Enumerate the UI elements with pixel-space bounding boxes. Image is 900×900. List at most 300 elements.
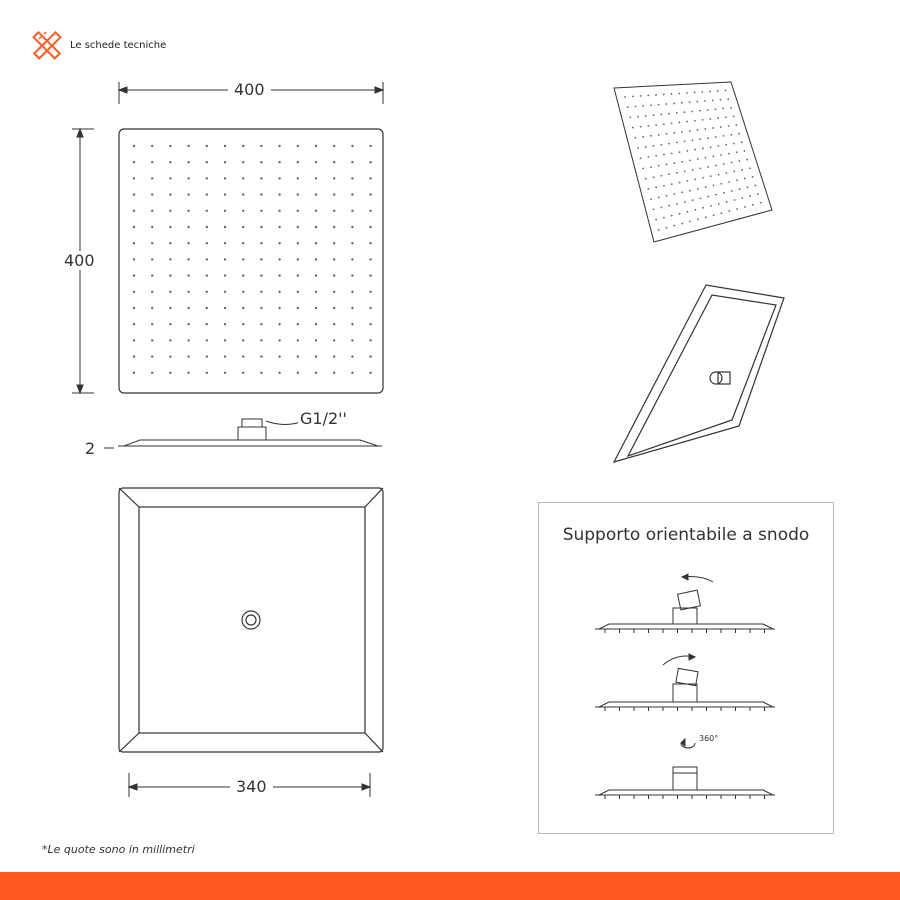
perspective-nozzle-dot — [679, 182, 681, 184]
nozzle-dot — [187, 307, 189, 309]
nozzle-dot — [187, 372, 189, 374]
perspective-nozzle-dot — [744, 150, 746, 152]
nozzle-dot — [315, 274, 317, 276]
perspective-nozzle-dot — [699, 168, 701, 170]
perspective-nozzle-dot — [734, 199, 736, 201]
nozzle-dot — [133, 210, 135, 212]
nozzle-dot — [133, 145, 135, 147]
perspective-nozzle-dot — [673, 103, 675, 105]
nozzle-dot — [260, 274, 262, 276]
nozzle-dot — [242, 274, 244, 276]
height-label: 400 — [58, 251, 101, 270]
nozzle-dot — [315, 323, 317, 325]
nozzle-dot — [187, 339, 189, 341]
nozzle-dot — [133, 339, 135, 341]
nozzle-dot — [151, 291, 153, 293]
perspective-nozzle-dot — [647, 188, 649, 190]
perspective-nozzle-dot — [665, 103, 667, 105]
nozzle-dot — [369, 145, 371, 147]
perspective-nozzle-dot — [702, 177, 704, 179]
nozzle-dot — [169, 193, 171, 195]
nozzle-dot — [151, 242, 153, 244]
perspective-nozzle-dot — [694, 120, 696, 122]
nozzle-dot — [169, 323, 171, 325]
nozzle-dot — [151, 210, 153, 212]
perspective-nozzle-dot — [635, 137, 637, 139]
nozzle-dot — [151, 258, 153, 260]
perspective-nozzle-dot — [720, 99, 722, 101]
nozzle-dot — [278, 291, 280, 293]
swivel-step-3 — [595, 739, 775, 799]
nozzle-dot — [369, 210, 371, 212]
nozzle-dot — [333, 323, 335, 325]
nozzle-dot — [242, 307, 244, 309]
nozzle-dot — [278, 193, 280, 195]
nozzle-dot — [351, 355, 353, 357]
perspective-nozzle-dot — [658, 229, 660, 231]
nozzle-dot — [224, 355, 226, 357]
perspective-nozzle-dot — [741, 141, 743, 143]
nozzle-dot — [206, 274, 208, 276]
thickness-label: 2 — [85, 439, 96, 458]
perspective-nozzle-dot — [684, 170, 686, 172]
nozzle-dot — [224, 226, 226, 228]
perspective-nozzle-dot — [749, 195, 751, 197]
perspective-nozzle-dot — [709, 91, 711, 93]
nozzle-dot — [333, 242, 335, 244]
nozzle-dot — [206, 258, 208, 260]
nozzle-dot — [369, 161, 371, 163]
perspective-nozzle-dot — [640, 126, 642, 128]
nozzle-dot — [351, 210, 353, 212]
nozzle-dot — [369, 372, 371, 374]
perspective-nozzle-dot — [629, 116, 631, 118]
nozzle-dot — [297, 145, 299, 147]
perspective-nozzle-dot — [673, 132, 675, 134]
perspective-nozzle-dot — [749, 167, 751, 169]
nozzle-dot — [224, 372, 226, 374]
nozzle-dot — [206, 161, 208, 163]
nozzle-dot — [133, 161, 135, 163]
nozzle-dot — [351, 242, 353, 244]
perspective-nozzle-dot — [754, 185, 756, 187]
perspective-nozzle-dot — [726, 201, 728, 203]
nozzle-dot — [369, 274, 371, 276]
nozzle-dot — [151, 177, 153, 179]
perspective-nozzle-dot — [741, 197, 743, 199]
perspective-nozzle-dot — [757, 193, 759, 195]
perspective-nozzle-dot — [637, 116, 639, 118]
nozzle-dot — [278, 258, 280, 260]
perspective-nozzle-dot — [760, 202, 762, 204]
nozzle-dot — [297, 274, 299, 276]
nozzle-dot — [242, 258, 244, 260]
perspective-nozzle-dot — [691, 111, 693, 113]
nozzle-dot — [169, 242, 171, 244]
perspective-nozzle-dot — [676, 112, 678, 114]
nozzle-dot — [351, 323, 353, 325]
perspective-nozzle-dot — [699, 138, 701, 140]
perspective-nozzle-dot — [712, 127, 714, 129]
perspective-nozzle-dot — [647, 125, 649, 127]
nozzle-dot — [297, 177, 299, 179]
perspective-nozzle-dot — [735, 124, 737, 126]
perspective-nozzle-dot — [710, 205, 712, 207]
perspective-nozzle-dot — [733, 143, 735, 145]
perspective-nozzle-dot — [660, 207, 662, 209]
perspective-nozzle-dot — [707, 109, 709, 111]
perspective-nozzle-dot — [721, 212, 723, 214]
nozzle-dot — [297, 161, 299, 163]
nozzle-dot — [224, 177, 226, 179]
perspective-nozzle-dot — [658, 165, 660, 167]
perspective-nozzle-dot — [726, 172, 728, 174]
perspective-nozzle-dot — [702, 148, 704, 150]
perspective-nozzle-dot — [637, 147, 639, 149]
nozzle-dot — [333, 177, 335, 179]
nozzle-dot — [297, 323, 299, 325]
perspective-nozzle-dot — [650, 104, 652, 106]
nozzle-dot — [242, 210, 244, 212]
perspective-nozzle-dot — [730, 107, 732, 109]
panel-title: Supporto orientabile a snodo — [562, 525, 810, 545]
nozzle-dot — [260, 372, 262, 374]
nozzle-dot — [369, 258, 371, 260]
perspective-nozzle-dot — [744, 206, 746, 208]
nozzle-dot — [351, 291, 353, 293]
perspective-nozzle-dot — [712, 155, 714, 157]
perspective-nozzle-dot — [653, 176, 655, 178]
perspective-nozzle-dot — [717, 90, 719, 92]
nozzle-dot — [351, 258, 353, 260]
nozzle-dot — [351, 372, 353, 374]
nozzle-dot — [369, 355, 371, 357]
perspective-nozzle-dot — [718, 203, 720, 205]
nozzle-dot — [242, 291, 244, 293]
perspective-nozzle-dot — [731, 162, 733, 164]
perspective-nozzle-dot — [728, 181, 730, 183]
nozzle-dot — [297, 242, 299, 244]
nozzle-dot — [315, 226, 317, 228]
swivel-support-panel — [538, 502, 834, 834]
nozzle-dot — [260, 210, 262, 212]
perspective-nozzle-dot — [640, 157, 642, 159]
perspective-nozzle-dot — [666, 227, 668, 229]
swivel-step-2 — [595, 654, 775, 711]
perspective-nozzle-dot — [746, 159, 748, 161]
nozzle-dot — [187, 355, 189, 357]
perspective-nozzle-dot — [686, 150, 688, 152]
perspective-nozzle-dot — [697, 188, 699, 190]
perspective-nozzle-dot — [663, 185, 665, 187]
perspective-nozzle-dot — [655, 219, 657, 221]
nozzle-dot — [169, 372, 171, 374]
nozzle-dot — [151, 193, 153, 195]
perspective-nozzle-dot — [705, 186, 707, 188]
nozzle-dot — [260, 177, 262, 179]
perspective-nozzle-dot — [728, 210, 730, 212]
perspective-nozzle-dot — [702, 119, 704, 121]
nozzle-dot — [242, 193, 244, 195]
perspective-nozzle-dot — [658, 197, 660, 199]
nozzle-dot — [133, 274, 135, 276]
nozzle-dot — [278, 242, 280, 244]
perspective-nozzle-dot — [738, 133, 740, 135]
perspective-nozzle-dot — [707, 137, 709, 139]
nozzle-dot — [333, 307, 335, 309]
nozzle-dot — [224, 242, 226, 244]
nozzle-dot — [151, 355, 153, 357]
nozzle-dot — [315, 161, 317, 163]
nozzle-dot — [333, 258, 335, 260]
perspective-nozzle-dot — [689, 159, 691, 161]
nozzle-dot — [169, 161, 171, 163]
nozzle-dot — [315, 372, 317, 374]
perspective-nozzle-dot — [666, 133, 668, 135]
perspective-nozzle-dot — [692, 199, 694, 201]
nozzle-dot — [224, 291, 226, 293]
nozzle-dot — [133, 177, 135, 179]
perspective-nozzle-dot — [671, 93, 673, 95]
perspective-nozzle-dot — [663, 217, 665, 219]
perspective-nozzle-dot — [710, 175, 712, 177]
nozzle-dot — [224, 145, 226, 147]
nozzle-dot — [297, 210, 299, 212]
nozzle-dot — [260, 355, 262, 357]
perspective-nozzle-dot — [694, 209, 696, 211]
perspective-nozzle-dot — [655, 186, 657, 188]
perspective-nozzle-dot — [681, 223, 683, 225]
perspective-nozzle-dot — [655, 94, 657, 96]
nozzle-dot — [206, 291, 208, 293]
nozzle-dot — [206, 145, 208, 147]
perspective-nozzle-dot — [658, 134, 660, 136]
perspective-nozzle-dot — [713, 185, 715, 187]
nozzle-dot — [242, 372, 244, 374]
nozzle-dot — [333, 372, 335, 374]
perspective-nozzle-dot — [663, 154, 665, 156]
shower-head-top-outline — [119, 129, 383, 393]
perspective-nozzle-dot — [692, 139, 694, 141]
perspective-nozzle-dot — [720, 183, 722, 185]
perspective-nozzle-dot — [712, 99, 714, 101]
nozzle-dot — [206, 323, 208, 325]
nozzle-dot — [297, 226, 299, 228]
perspective-nozzle-dot — [707, 196, 709, 198]
nozzle-dot — [206, 226, 208, 228]
perspective-nozzle-dot — [671, 152, 673, 154]
perspective-nozzle-dot — [673, 162, 675, 164]
nozzle-dot — [187, 145, 189, 147]
nozzle-dot — [260, 242, 262, 244]
nozzle-dot — [224, 161, 226, 163]
nozzle-dot — [315, 339, 317, 341]
perspective-nozzle-dot — [668, 173, 670, 175]
nozzle-dot — [315, 291, 317, 293]
perspective-nozzle-dot — [725, 144, 727, 146]
perspective-nozzle-dot — [713, 214, 715, 216]
nozzle-dot — [315, 242, 317, 244]
nozzle-dot — [297, 258, 299, 260]
nozzle-dot — [169, 307, 171, 309]
perspective-nozzle-dot — [635, 106, 637, 108]
nozzle-dot — [297, 307, 299, 309]
perspective-nozzle-dot — [647, 156, 649, 158]
nozzle-dot — [187, 258, 189, 260]
perspective-nozzle-dot — [730, 134, 732, 136]
perspective-nozzle-dot — [699, 110, 701, 112]
nozzle-dot — [224, 210, 226, 212]
perspective-top-view — [614, 82, 772, 242]
nozzle-dot — [224, 258, 226, 260]
perspective-nozzle-dot — [671, 122, 673, 124]
perspective-nozzle-dot — [741, 169, 743, 171]
nozzle-dot — [260, 323, 262, 325]
nozzle-dot — [278, 355, 280, 357]
nozzle-dot — [224, 193, 226, 195]
nozzle-dot — [278, 226, 280, 228]
nozzle-dot — [133, 291, 135, 293]
perspective-nozzle-dot — [647, 95, 649, 97]
nozzle-dot — [351, 145, 353, 147]
nozzle-dot — [151, 307, 153, 309]
perspective-nozzle-dot — [744, 178, 746, 180]
nozzle-dot — [333, 339, 335, 341]
nozzle-dot — [133, 226, 135, 228]
nozzle-dot — [278, 210, 280, 212]
nozzle-dot — [369, 323, 371, 325]
perspective-nozzle-dot — [679, 213, 681, 215]
perspective-nozzle-dot — [650, 198, 652, 200]
perspective-nozzle-dot — [681, 191, 683, 193]
nozzle-dot — [242, 355, 244, 357]
nozzle-dot — [151, 161, 153, 163]
perspective-nozzle-dot — [718, 174, 720, 176]
nozzle-dot — [224, 339, 226, 341]
perspective-nozzle-dot — [728, 125, 730, 127]
nozzle-dot — [169, 177, 171, 179]
nozzle-dot — [315, 193, 317, 195]
nozzle-dot — [224, 307, 226, 309]
perspective-nozzle-dot — [627, 106, 629, 108]
nozzle-dot — [206, 355, 208, 357]
perspective-nozzle-dot — [668, 143, 670, 145]
perspective-nozzle-dot — [747, 186, 749, 188]
perspective-nozzle-grid — [624, 90, 761, 231]
nozzle-dot — [133, 372, 135, 374]
nozzle-dot — [278, 274, 280, 276]
nozzle-dot — [351, 226, 353, 228]
nozzle-dot — [206, 242, 208, 244]
perspective-nozzle-dot — [673, 225, 675, 227]
nozzle-dot — [187, 226, 189, 228]
perspective-nozzle-dot — [653, 208, 655, 210]
perspective-nozzle-dot — [678, 93, 680, 95]
nozzle-dot — [169, 226, 171, 228]
perspective-nozzle-dot — [645, 115, 647, 117]
perspective-nozzle-dot — [676, 203, 678, 205]
perspective-nozzle-dot — [666, 164, 668, 166]
perspective-nozzle-dot — [697, 129, 699, 131]
perspective-nozzle-dot — [653, 145, 655, 147]
perspective-nozzle-dot — [660, 114, 662, 116]
brand-label: Le schede tecniche — [70, 39, 167, 51]
nozzle-dot — [333, 291, 335, 293]
nozzle-dot — [206, 339, 208, 341]
nozzle-dot — [315, 258, 317, 260]
perspective-nozzle-dot — [655, 155, 657, 157]
nozzle-dot — [351, 193, 353, 195]
nozzle-dot — [369, 307, 371, 309]
nozzle-dot — [187, 274, 189, 276]
nozzle-dot — [333, 161, 335, 163]
nozzle-dot — [297, 193, 299, 195]
nozzle-dot — [260, 307, 262, 309]
perspective-nozzle-dot — [642, 136, 644, 138]
perspective-nozzle-dot — [710, 146, 712, 148]
top-width-label: 400 — [228, 80, 271, 99]
nozzle-dot — [333, 226, 335, 228]
perspective-nozzle-dot — [738, 160, 740, 162]
perspective-nozzle-dot — [733, 116, 735, 118]
nozzle-dot — [187, 177, 189, 179]
perspective-nozzle-dot — [642, 168, 644, 170]
perspective-nozzle-dot — [736, 151, 738, 153]
perspective-nozzle-dot — [650, 135, 652, 137]
nozzle-dot — [169, 339, 171, 341]
perspective-nozzle-dot — [733, 171, 735, 173]
nozzle-dot — [187, 291, 189, 293]
nozzle-dot — [297, 291, 299, 293]
nozzle-dot — [369, 193, 371, 195]
perspective-nozzle-dot — [679, 151, 681, 153]
perspective-nozzle-dot — [697, 158, 699, 160]
perspective-nozzle-dot — [752, 204, 754, 206]
perspective-nozzle-dot — [694, 92, 696, 94]
nozzle-dot — [351, 161, 353, 163]
nozzle-dot — [206, 210, 208, 212]
perspective-nozzle-dot — [705, 157, 707, 159]
nozzle-dot — [315, 145, 317, 147]
perspective-nozzle-dot — [736, 179, 738, 181]
nozzle-dot — [260, 145, 262, 147]
nozzle-dot — [151, 323, 153, 325]
perspective-nozzle-dot — [707, 166, 709, 168]
nozzle-dot — [333, 274, 335, 276]
nozzle-dot — [278, 372, 280, 374]
nozzle-dot — [224, 323, 226, 325]
nozzle-dot — [169, 210, 171, 212]
nozzle-dot — [351, 177, 353, 179]
nozzle-dot — [278, 307, 280, 309]
perspective-nozzle-dot — [704, 100, 706, 102]
nozzle-dot — [297, 355, 299, 357]
perspective-nozzle-dot — [681, 131, 683, 133]
nozzle-dot — [315, 177, 317, 179]
perspective-nozzle-dot — [645, 146, 647, 148]
perspective-nozzle-dot — [728, 153, 730, 155]
nozzle-dot — [187, 323, 189, 325]
perspective-nozzle-dot — [718, 145, 720, 147]
nozzle-dot — [369, 291, 371, 293]
perspective-nozzle-dot — [660, 175, 662, 177]
perspective-nozzle-dot — [660, 144, 662, 146]
perspective-nozzle-dot — [645, 178, 647, 180]
footer-accent-bar — [0, 872, 900, 900]
units-note: *Le quote sono in millimetri — [42, 843, 195, 856]
nozzle-dot — [260, 226, 262, 228]
perspective-nozzle-dot — [731, 190, 733, 192]
